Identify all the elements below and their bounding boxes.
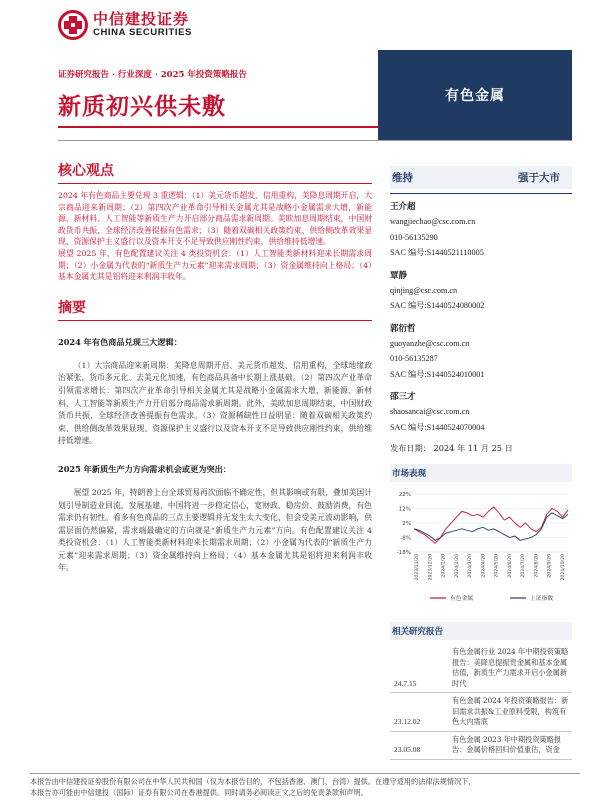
summary-divider	[58, 320, 372, 321]
analyst-name: 郭衍哲	[390, 323, 416, 334]
x-tick-label: 2024/10/20	[561, 554, 566, 581]
related-title[interactable]: 有色金属行业 2024 年中期投资策略报告：美降息提振贵金属和基本金属估值，新质生产力需求开启小金属新时代	[452, 644, 572, 693]
x-tick-label: 2024/6/20	[507, 554, 513, 578]
logo-text-en: CHINA SECURITIES	[93, 27, 192, 38]
analyst-sac: SAC 编号:S1440524010001	[390, 369, 485, 379]
analyst-card	[390, 269, 572, 314]
analyst-card	[390, 200, 572, 261]
core-heading: 核心观点	[58, 163, 114, 179]
core-divider	[58, 183, 372, 184]
disclaimer-line: 本报告亦可能由中信建投（国际）证券有限公司在香港提供。同时请务必阅读正文之后的免责条款和声明。	[30, 788, 368, 797]
rating-value: 强于大市	[518, 172, 560, 184]
summary-paragraph: 展望 2025 年，特朗普上台全球贸易再次面临不确定性，但其影响或有限，叠加美国计划引导制造业回流，发展基建，中国将进一步稳定信心，宽财政、稳房价、鼓励消费，有色需求仍有韧性。看多有色商品的三点主要逻辑并无发生太大变化，但会受美元波动影响，供需层面仍然偏紧，需求端最确定的方向就是“新质生产力元素”方向。有色配置建议关注 4 类投资机会：（1）人工智能类新材料迎来长期需求周期；（2）小金属为代表的“新质生产力元素”迎来需求周期；（3）资金属维持向上格局；（4）基本金属尤其是铝将迎来利润丰收年。	[58, 487, 372, 573]
analyst-sac: SAC 编号:S1440524080002	[390, 301, 485, 310]
rating-row	[390, 166, 572, 189]
analyst-name: 邵三才	[390, 392, 416, 402]
related-row[interactable]	[390, 693, 572, 732]
analyst-name: 覃静	[390, 270, 408, 281]
x-tick-label: 2024/1/20	[441, 554, 447, 578]
analyst-name: 王介超	[390, 202, 416, 212]
rating-action: 维持	[392, 172, 413, 184]
main-content	[58, 160, 372, 575]
summary-heading: 摘要	[58, 299, 86, 316]
analyst-email[interactable]: qinjing@csc.com.cn	[390, 285, 458, 295]
series-line	[414, 513, 568, 541]
related-date: 23.05.08	[390, 731, 452, 759]
logo-text-cn: 中信建投证券	[93, 10, 190, 28]
x-tick-label: 2024/8/20	[534, 554, 540, 578]
related-title[interactable]: 有色金属 2024 年投资策略报告：新旧需求共振&工业原料受限，构筑有色大内需底	[452, 693, 572, 732]
industry-banner	[378, 50, 572, 140]
core-paragraph: 2024 年有色商品主要兑现 3 重逻辑：（1）美元货币超发、信用重构，美降息周期开启，大宗商品迎来新周期；（2）第四次产业革命引导相关金属尤其是战略小金属需求大增，新能源、新材料、人工智能等新质生产力开启部分商品需求新周期。美欧加息周期结束，中国财政货币共振，全球经济改善提振有色需求；（3）随着双碳相关政策约束、供给侧改革效果显现、资源保护主义盛行以及资本开支不足导致供应刚性约束，供给维持低增速。	[58, 191, 372, 247]
analyst-email[interactable]: guoyanzhe@csc.com.cn	[390, 338, 470, 348]
analyst-sac: SAC 编号:S1440524070004	[390, 422, 485, 432]
disclaimer	[30, 776, 580, 798]
page-title: 新质初兴供未敷	[58, 94, 226, 120]
related-row[interactable]	[390, 644, 572, 693]
related-date: 23.12.02	[390, 693, 452, 732]
breadcrumb: 证券研究报告 · 行业深度 · 2025 年投资策略报告	[58, 70, 247, 80]
industry-label: 有色金属	[445, 88, 505, 104]
x-tick-label: 2023/12/20	[428, 554, 434, 581]
related-title[interactable]: 有色金属 2023 年中期投资策略报告：金属价格回归价值重估，资金	[452, 731, 572, 759]
company-logo	[58, 10, 192, 40]
summary-subheading: 2025 年新质生产力方向需求机会或更为突出：	[58, 463, 232, 474]
analyst-email[interactable]: wangjiechao@csc.com.cn	[390, 217, 476, 226]
market-chart	[390, 488, 572, 612]
title-divider	[58, 126, 378, 128]
header-divider	[58, 140, 572, 141]
legend-label: 有色金属	[450, 596, 474, 602]
y-tick-label: -18%	[396, 550, 411, 556]
x-tick-label: 2024/4/20	[481, 554, 487, 578]
disclaimer-line: 本报告由中信建投证券股份有限公司在中华人民共和国（仅为本报告目的，不包括香港、澳门、台湾）提供。在遵守适用的法律法规情况下，	[30, 777, 476, 786]
core-paragraph: 展望 2025 年，有色配置建议关注 4 类投资机会：（1）人工智能类新材料迎来长期需求周期；（2）小金属为代表的“新质生产力元素”迎来需求周期；（3）资金属维持向上格局；（4）基本金属尤其是铝将迎来利润丰收年。	[58, 248, 372, 282]
x-tick-label: 2024/5/20	[494, 554, 500, 578]
x-tick-label: 2024/9/20	[547, 554, 553, 578]
analyst-card	[390, 322, 572, 383]
logo-icon	[58, 10, 88, 40]
summary-paragraph: （1）大宗商品迎来新周期：美降息周期开启、美元货币超发、信用重构，全球地缘政治紧张，货币多元化、去美元化加速，有色商品具备中长期上涨基础。（2）第四次产业革命引领需求增长：第四次产业革命引导相关金属尤其是战略小金属需求大增，新能源、新材料、人工智能等新质生产力开启部分商品需求新周期。此外，美欧加息周期结束，中国财政货币共振，全球经济改善提振有色需求。（3）资源稀缺性日益明显：随着双碳相关政策约束、供给侧改革效果显现、资源保护主义盛行以及资本开支不足导致供应刚性约束，供给维持低增速。	[58, 360, 372, 446]
market-chart-svg	[390, 488, 572, 608]
y-tick-label: -8%	[400, 535, 411, 542]
publish-date: 发布日期： 2024 年 11 月 25 日	[390, 443, 513, 453]
x-tick-label: 2024/3/20	[468, 554, 474, 578]
analyst-card	[390, 390, 572, 435]
y-tick-label: 2%	[402, 521, 411, 527]
analyst-phone: 010-56135287	[390, 354, 438, 363]
x-tick-label: 2023/11/20	[415, 554, 420, 581]
rating-divider	[390, 193, 572, 194]
y-tick-label: 22%	[398, 492, 411, 498]
legend-label: 上证指数	[530, 596, 554, 602]
related-reports	[390, 644, 572, 760]
summary-subheading: 2024 年有色商品兑现三大逻辑：	[58, 336, 182, 347]
analyst-phone: 010-56135290	[390, 232, 438, 242]
sidebar	[390, 166, 572, 760]
related-row[interactable]	[390, 731, 572, 759]
series-line	[414, 507, 568, 543]
analyst-sac: SAC 编号:S1440521110005	[390, 248, 484, 257]
x-tick-label: 2024/2/20	[454, 554, 460, 578]
related-heading: 相关研究报告	[390, 622, 572, 640]
core-views	[58, 190, 372, 283]
y-tick-label: 12%	[398, 506, 411, 513]
footer-divider	[30, 773, 580, 774]
market-heading: 市场表现	[390, 464, 572, 482]
x-tick-label: 2024/7/20	[521, 554, 527, 578]
related-date: 24.7.15	[390, 644, 452, 693]
analyst-email[interactable]: shaosancai@csc.com.cn	[390, 407, 470, 416]
